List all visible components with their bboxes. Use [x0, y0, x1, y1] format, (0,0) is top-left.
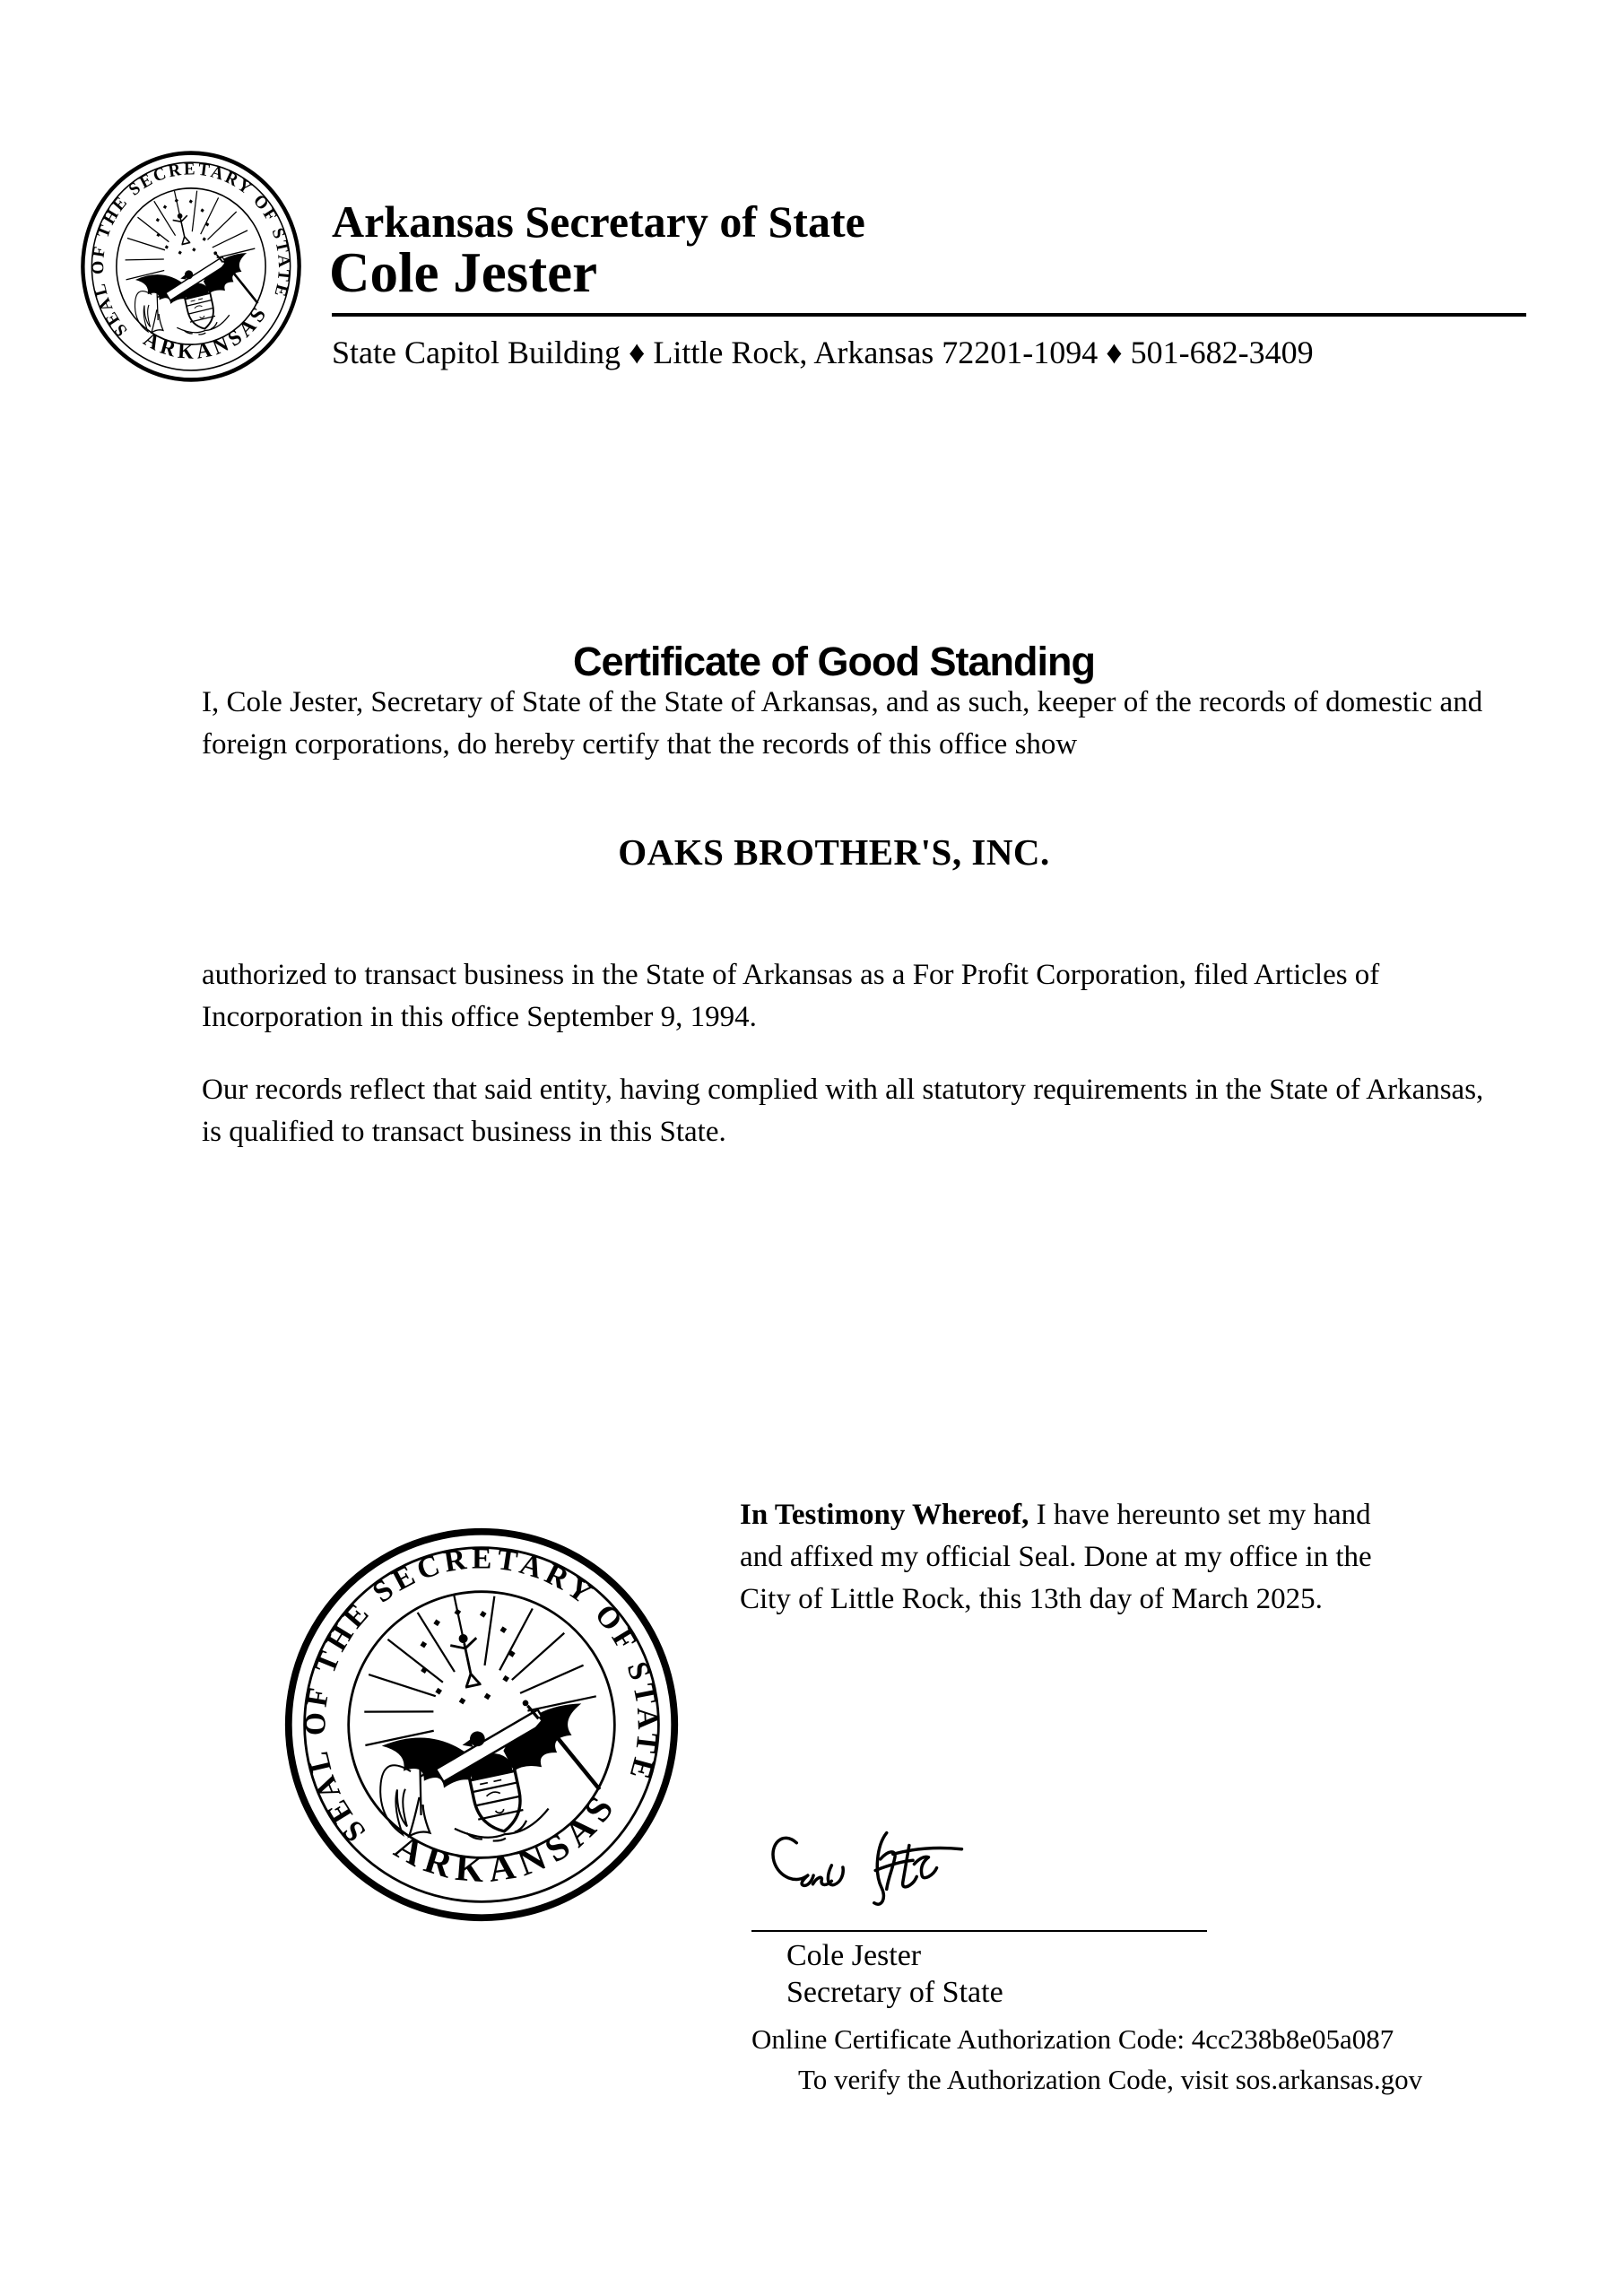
verify-instructions-line: To verify the Authorization Code, visit sos.arkansas.gov — [798, 2064, 1423, 2095]
entity-name: OAKS BROTHER'S, INC. — [618, 831, 1050, 873]
certificate-title: Certificate of Good Standing — [572, 639, 1095, 684]
testimony-block — [740, 1494, 1466, 1621]
compliance-paragraph: Our records reflect that said entity, having complied with all statutory requirements in the State of Arkansas, is qualified to transact business in this State. — [202, 1074, 1484, 1148]
authorization-code-line: Online Certificate Authorization Code: 4cc238b8e05a087 — [751, 2023, 1394, 2055]
testimony-line-1: In Testimony Whereof, I have hereunto set my hand — [740, 1499, 1371, 1531]
testimony-lead: In Testimony Whereof, — [740, 1499, 1029, 1531]
header-divider — [332, 313, 1526, 317]
authorization-paragraph: authorized to transact business in the State of Arkansas as a For Profit Corporation, filed Articles of Incorporation in this office September 9, 1994. — [202, 959, 1380, 1033]
secretary-seal-large — [282, 1525, 682, 1925]
agency-title: Arkansas Secretary of State — [332, 196, 865, 247]
signature-line — [751, 1930, 1207, 1932]
testimony-line-3: City of Little Rock, this 13th day of March 2025. — [740, 1583, 1323, 1615]
officer-name: Cole Jester — [329, 241, 598, 304]
certificate-intro: I, Cole Jester, Secretary of State of the State of Arkansas, and as such, keeper of the records of domestic and foreign corporations, do hereby certify that the records of this office show — [202, 686, 1483, 761]
secretary-seal-header — [79, 149, 303, 384]
header-address: State Capitol Building ♦ Little Rock, Arkansas 72201-1094 ♦ 501-682-3409 — [332, 335, 1314, 370]
signer-name: Cole Jester — [786, 1939, 922, 1972]
signature — [764, 1819, 1033, 1944]
signer-title: Secretary of State — [786, 1976, 1003, 2009]
testimony-line-2: and affixed my official Seal. Done at my office in the — [740, 1541, 1372, 1573]
